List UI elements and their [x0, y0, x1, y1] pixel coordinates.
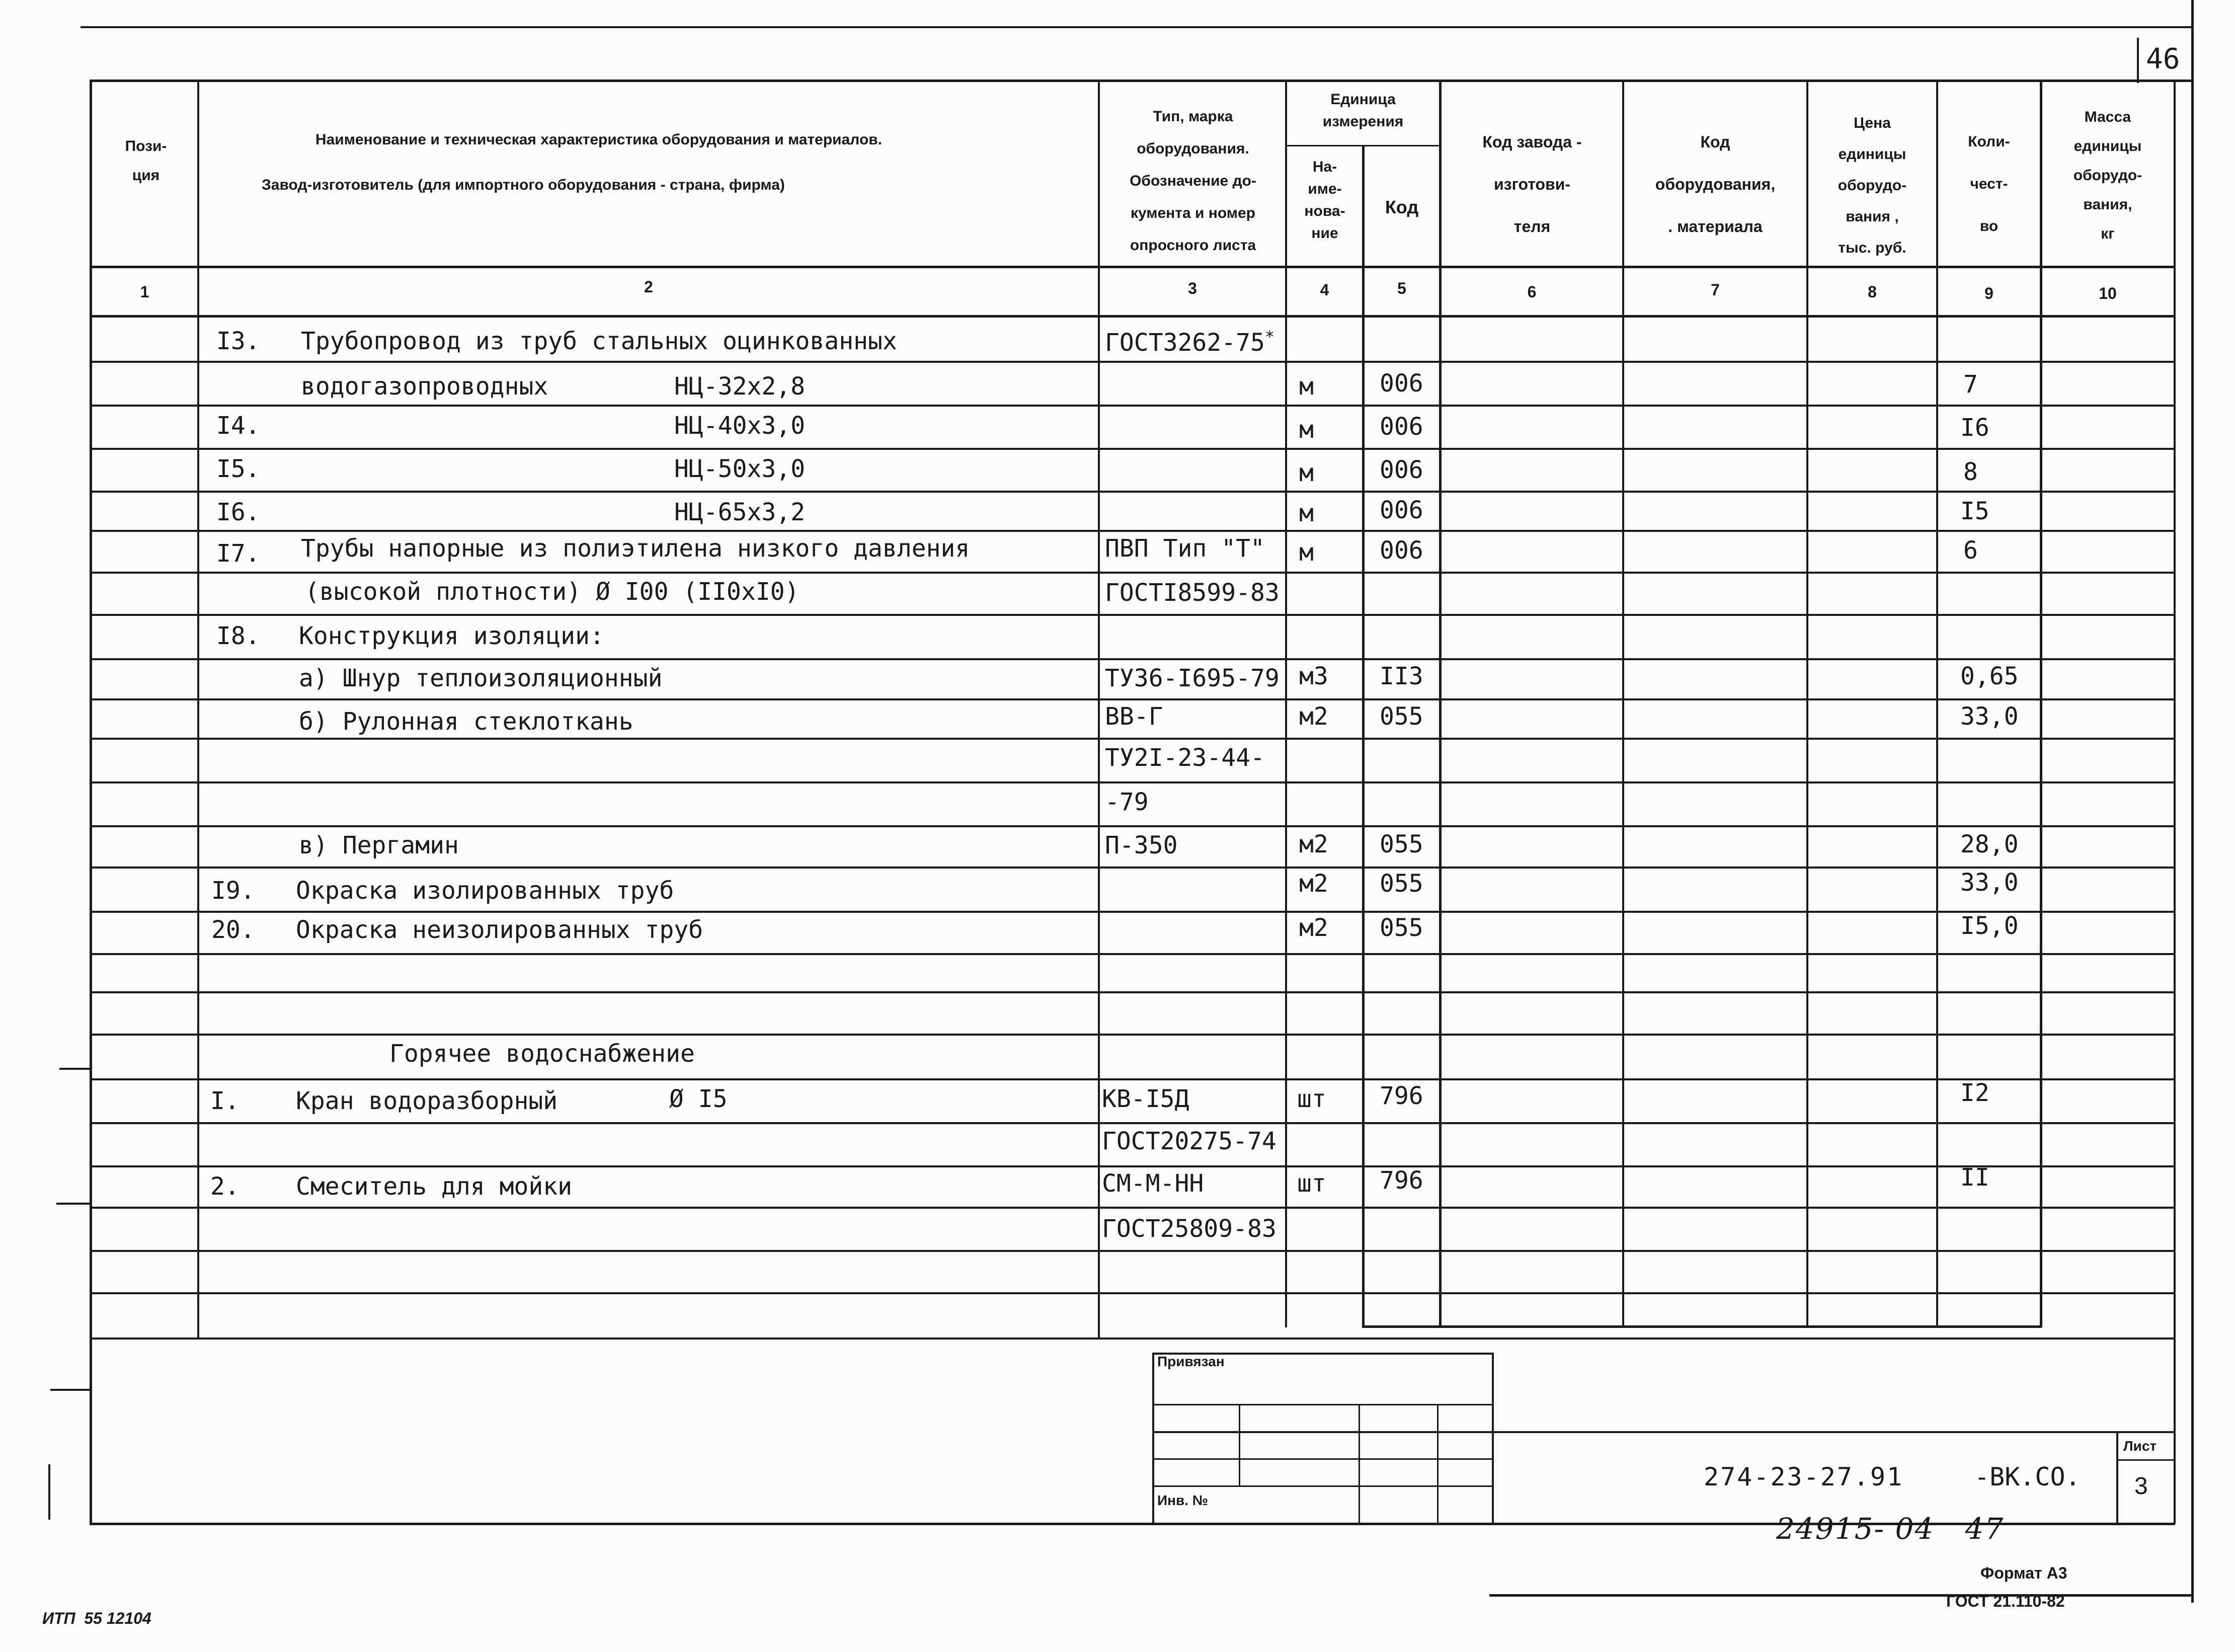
colnum-7: 7 — [1711, 281, 1720, 299]
section-title: Горячее водоснабжение — [389, 1040, 695, 1068]
row-type: ГОСТ25809-83 — [1102, 1215, 1276, 1243]
header-equipment-code: Код оборудования, . материала — [1655, 133, 1776, 235]
row-line — [90, 491, 2175, 493]
row-type: КВ-I5Д — [1102, 1085, 1189, 1113]
right-trim-line — [2191, 0, 2194, 1603]
row-type: П-350 — [1105, 831, 1178, 859]
col-divider — [1439, 80, 1442, 1327]
table-top-border — [90, 80, 2191, 82]
row-code: 055 — [1380, 914, 1423, 942]
row-line — [90, 698, 2175, 700]
top-trim-line — [81, 26, 2191, 28]
stamp-line — [1152, 1458, 1494, 1460]
colnum-4: 4 — [1320, 281, 1329, 299]
colnum-10: 10 — [2099, 284, 2117, 302]
row-size: НЦ-40х3,0 — [674, 412, 806, 440]
colnum-2: 2 — [644, 278, 653, 296]
colnum-bottom-line — [90, 315, 2175, 318]
row-code: 006 — [1380, 456, 1423, 484]
col-divider — [1362, 145, 1365, 1327]
row-unit: м — [1299, 538, 1314, 567]
row-unit: м — [1299, 372, 1314, 401]
row-line — [90, 1250, 2175, 1252]
header-unit-code: Код — [1385, 197, 1419, 217]
header-factory-code: Код завода - изготови- теля — [1482, 133, 1582, 235]
binding-mark — [59, 1068, 91, 1070]
row-code: 006 — [1380, 496, 1423, 524]
row-line — [90, 614, 2175, 616]
header-name-line2: Завод-изготовитель (для импортного оборудования - страна, фирма) — [262, 177, 785, 193]
corner-box-line — [2137, 38, 2139, 83]
frame-bottom-line — [1489, 1594, 2191, 1597]
binding-mark — [48, 1464, 50, 1520]
stamp-divider — [1437, 1404, 1439, 1523]
colnum-9: 9 — [1984, 284, 1993, 302]
header-unit-name: На- име- нова- ние — [1304, 159, 1345, 242]
row-code: 006 — [1380, 536, 1423, 565]
body-bottom-line — [90, 1338, 2175, 1340]
row-type: -79 — [1105, 788, 1149, 816]
stamp-line — [1152, 1404, 1494, 1405]
row-type: ГОСТ20275-74 — [1102, 1127, 1276, 1155]
header-bottom-line — [90, 266, 2175, 268]
row-code: 006 — [1380, 369, 1423, 398]
row-size: Ø I5 — [669, 1085, 728, 1113]
row-code: II3 — [1380, 662, 1423, 690]
row-line — [90, 1078, 2175, 1080]
row-code: 796 — [1380, 1166, 1423, 1195]
row-type: ТУ36-I695-79 — [1105, 664, 1280, 692]
header-type: Тип, марка оборудования. Обозначение до- кумента и номер опросного листа — [1130, 108, 1256, 254]
row-qty: I2 — [1960, 1079, 1989, 1107]
row-line — [90, 572, 2175, 574]
colnum-8: 8 — [1868, 283, 1877, 301]
sheet-corner-number: 46 — [2146, 43, 2180, 75]
row-unit: шт — [1297, 1169, 1326, 1198]
sheet-label: Лист — [2123, 1438, 2157, 1454]
row-line — [90, 953, 2175, 955]
stamp-line — [1152, 1431, 2176, 1433]
row-name: Трубы напорные из полиэтилена низкого давления — [301, 534, 970, 563]
row-qty: 33,0 — [1960, 702, 2019, 731]
row-name: Окраска неизолированных труб — [296, 916, 703, 944]
gost-label: ГОСТ 21.110-82 — [1946, 1592, 2065, 1610]
row-line — [90, 738, 2175, 740]
col-divider — [1622, 80, 1624, 1327]
row-position: I. — [210, 1087, 240, 1115]
row-unit: м2 — [1299, 830, 1328, 858]
row-unit: шт — [1297, 1085, 1326, 1113]
row-type: ПВП Тип "Т" — [1105, 534, 1265, 563]
col-divider — [1098, 80, 1100, 1340]
row-name: в) Пергамин — [299, 831, 459, 859]
row-qty: I6 — [1960, 414, 1989, 442]
row-qty: 7 — [1963, 370, 1978, 399]
sheet-box-line — [2116, 1459, 2175, 1461]
row-type — [1105, 327, 1274, 357]
table-right-border — [2174, 80, 2176, 1524]
body-bottom-line-thick — [1362, 1325, 2041, 1328]
row-code: 796 — [1380, 1082, 1423, 1110]
sheet-box-left — [2116, 1431, 2118, 1523]
row-position: 20. — [211, 916, 255, 944]
stamp-divider — [1359, 1404, 1360, 1523]
colnum-3: 3 — [1188, 279, 1197, 297]
stamp-right-border — [1492, 1353, 1494, 1523]
row-name: Окраска изолированных труб — [296, 877, 674, 905]
row-qty: II — [1960, 1163, 1989, 1192]
stamp-left-border — [1152, 1353, 1154, 1523]
row-line — [90, 911, 2175, 913]
row-unit: м2 — [1299, 914, 1328, 942]
header-position: Пози- ция — [125, 138, 167, 184]
row-unit: м2 — [1299, 870, 1328, 898]
row-position: I7. — [216, 539, 260, 568]
row-qty: 0,65 — [1960, 662, 2019, 690]
col-divider — [1936, 80, 1938, 1327]
row-type: СМ-М-НН — [1102, 1169, 1204, 1198]
stamp-divider — [1239, 1404, 1240, 1486]
binding-mark — [56, 1203, 90, 1205]
row-qty: 8 — [1963, 458, 1978, 486]
colnum-6: 6 — [1527, 283, 1537, 301]
row-code: 055 — [1380, 830, 1423, 858]
row-name: Смеситель для мойки — [296, 1172, 573, 1201]
col-divider — [1806, 80, 1808, 1327]
colnum-1: 1 — [140, 283, 149, 301]
format-label: Формат А3 — [1980, 1564, 2067, 1582]
row-name: водогазопроводных — [301, 372, 548, 401]
row-qty: I5,0 — [1960, 912, 2019, 940]
row-qty: 33,0 — [1960, 869, 2019, 897]
row-unit: м — [1299, 416, 1314, 444]
stamp-inv-no: Инв. № — [1157, 1492, 1209, 1508]
footer-left-code: ИТП 55 12104 — [42, 1609, 151, 1627]
row-line — [90, 1165, 2175, 1167]
stamp-privyazan: Привязан — [1157, 1354, 1225, 1369]
row-line — [90, 448, 2175, 450]
row-position: 2. — [210, 1172, 240, 1201]
col-divider — [197, 80, 199, 1340]
document-suffix: -ВК.СО. — [1974, 1462, 2081, 1491]
row-line — [90, 867, 2175, 869]
col-divider — [1285, 80, 1287, 1327]
header-price: Цена единицы оборудо- вания , тыс. руб. — [1838, 115, 1907, 256]
row-name: Кран водоразборный — [296, 1087, 558, 1115]
row-line — [90, 825, 2175, 827]
row-unit: м — [1299, 499, 1314, 527]
row-line — [90, 1034, 2175, 1036]
row-name: б) Рулонная стеклоткань — [299, 707, 633, 736]
header-quantity: Коли- чест- во — [1968, 133, 2010, 234]
binding-mark — [50, 1389, 90, 1391]
row-unit: м — [1299, 459, 1314, 487]
row-code: 055 — [1380, 702, 1423, 731]
row-name: Трубопровод из труб стальных оцинкованных — [301, 327, 897, 355]
row-code: 055 — [1380, 870, 1423, 898]
row-type: ВВ-Г — [1105, 702, 1163, 731]
row-line — [90, 1207, 2175, 1209]
header-unit: Единица измерения — [1322, 91, 1404, 130]
header-mass: Масса единицы оборудо- вания, кг — [2073, 109, 2142, 242]
row-size: НЦ-32х2,8 — [674, 372, 806, 401]
row-qty: 28,0 — [1960, 830, 2019, 858]
handwritten-number: 24915- 04 47 — [1776, 1512, 2005, 1546]
row-line — [90, 991, 2175, 993]
row-name: Конструкция изоляции: — [299, 622, 604, 650]
row-line — [90, 1122, 2175, 1124]
row-line — [90, 405, 2175, 407]
row-qty: I5 — [1960, 497, 1989, 525]
row-unit: м3 — [1299, 662, 1328, 690]
row-line — [90, 1292, 2175, 1294]
stamp-line — [1152, 1485, 1494, 1487]
row-size: НЦ-65х3,2 — [674, 498, 806, 526]
row-line — [90, 361, 2175, 363]
row-type-sup: * — [1264, 327, 1275, 346]
col-divider — [2040, 80, 2042, 1327]
row-position: I8. — [216, 622, 260, 650]
row-position: I4. — [216, 412, 260, 440]
row-position: I6. — [216, 498, 260, 526]
row-unit: м2 — [1299, 702, 1328, 731]
colnum-5: 5 — [1397, 279, 1406, 297]
sheet-number: 3 — [2134, 1473, 2148, 1500]
row-name: а) Шнур теплоизоляционный — [299, 664, 663, 692]
row-size: НЦ-50х3,0 — [674, 455, 806, 483]
row-type-text: ГОСТ3262-75 — [1105, 329, 1265, 357]
row-position: I3. — [216, 327, 260, 355]
header-name-line1: Наименование и техническая характеристика оборудования и материалов. — [315, 131, 883, 148]
row-type: ТУ2I-23-44- — [1105, 744, 1265, 772]
row-code: 006 — [1380, 413, 1423, 441]
row-position: I5. — [216, 455, 260, 483]
row-line — [90, 781, 2175, 783]
row-qty: 6 — [1963, 536, 1978, 565]
document-code: 274-23-27.91 — [1704, 1462, 1904, 1491]
row-name: (высокой плотности) Ø I00 (II0хI0) — [305, 578, 800, 606]
row-position: I9. — [211, 877, 255, 905]
row-line — [90, 658, 2175, 660]
row-line — [90, 530, 2175, 532]
row-type: ГОСТI8599-83 — [1105, 579, 1280, 607]
